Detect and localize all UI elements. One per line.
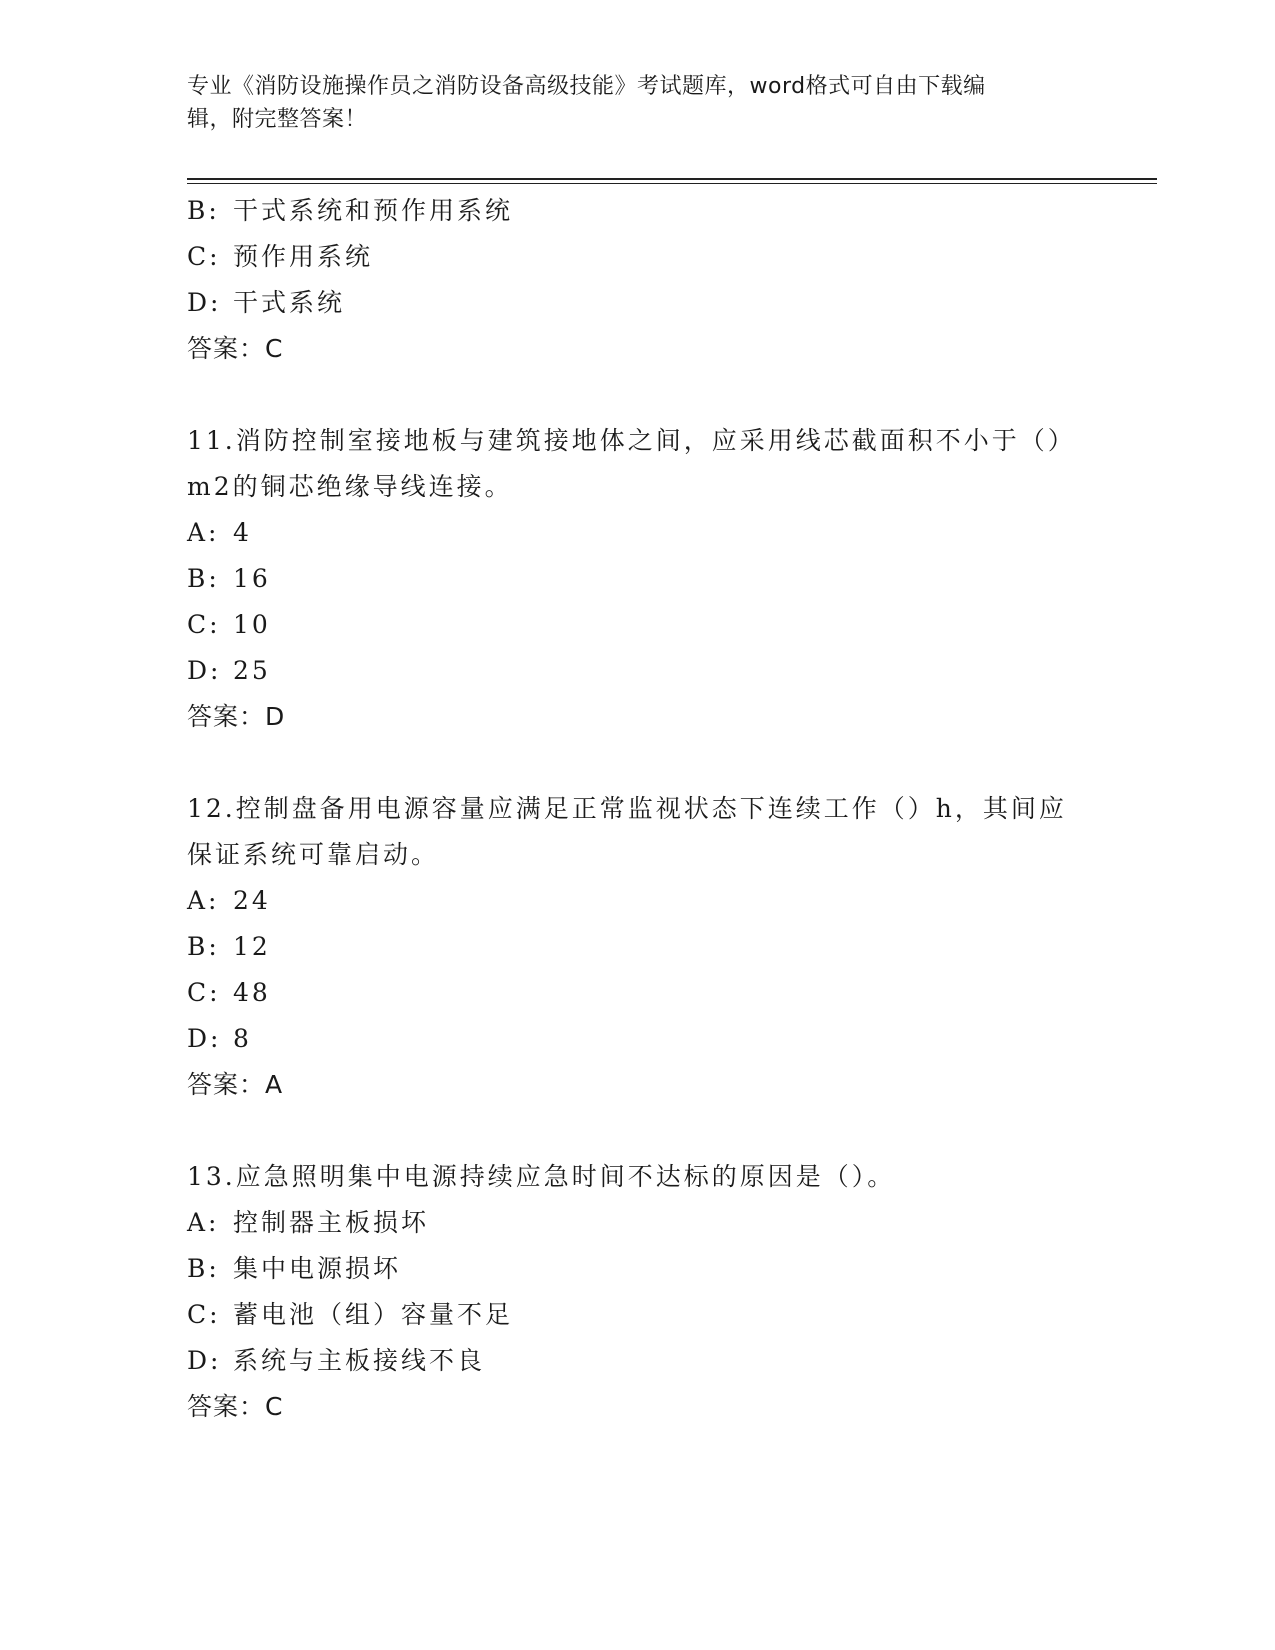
- option-b: B: 12: [187, 932, 271, 961]
- answer-line: 答案：C: [187, 334, 284, 363]
- option-a: A: 24: [187, 886, 271, 915]
- option-d: D: 25: [187, 656, 271, 685]
- option-c: C: 预作用系统: [187, 242, 374, 271]
- header-line-2: 辑，附完整答案！: [187, 107, 368, 132]
- option-d: D: 系统与主板接线不良: [187, 1346, 486, 1375]
- answer-line: 答案：D: [187, 702, 286, 731]
- question-11: [187, 418, 1087, 740]
- option-c: C: 48: [187, 978, 271, 1007]
- question-12: [187, 786, 1087, 1108]
- question-list: [187, 188, 1087, 1430]
- option-c: C: 10: [187, 610, 271, 639]
- header-rule-thick: [187, 178, 1157, 180]
- question-text: 11.消防控制室接地板与建筑接地体之间，应采用线芯截面积不小于（）m2的铜芯绝缘导线连接。: [187, 426, 1064, 501]
- option-a: A: 控制器主板损坏: [187, 1208, 430, 1237]
- previous-question-tail: [187, 188, 1087, 372]
- option-a: A: 4: [187, 518, 252, 547]
- header-rule-thin: [187, 183, 1157, 184]
- answer-line: 答案：A: [187, 1070, 284, 1099]
- option-d: D: 干式系统: [187, 288, 346, 317]
- header-line-1: 专业《消防设施操作员之消防设备高级技能》考试题库，word格式可自由下载编: [187, 74, 986, 99]
- answer-line: 答案：C: [187, 1392, 284, 1421]
- question-13: [187, 1154, 1087, 1430]
- question-text: 13.应急照明集中电源持续应急时间不达标的原因是（）。: [187, 1162, 896, 1191]
- option-b: B: 16: [187, 564, 271, 593]
- option-d: D: 8: [187, 1024, 252, 1053]
- option-b: B: 干式系统和预作用系统: [187, 196, 514, 225]
- option-b: B: 集中电源损坏: [187, 1254, 402, 1283]
- page-header: [187, 70, 1087, 136]
- option-c: C: 蓄电池（组）容量不足: [187, 1300, 514, 1329]
- question-text: 12.控制盘备用电源容量应满足正常监视状态下连续工作（）h，其间应保证系统可靠启动。: [187, 794, 1067, 869]
